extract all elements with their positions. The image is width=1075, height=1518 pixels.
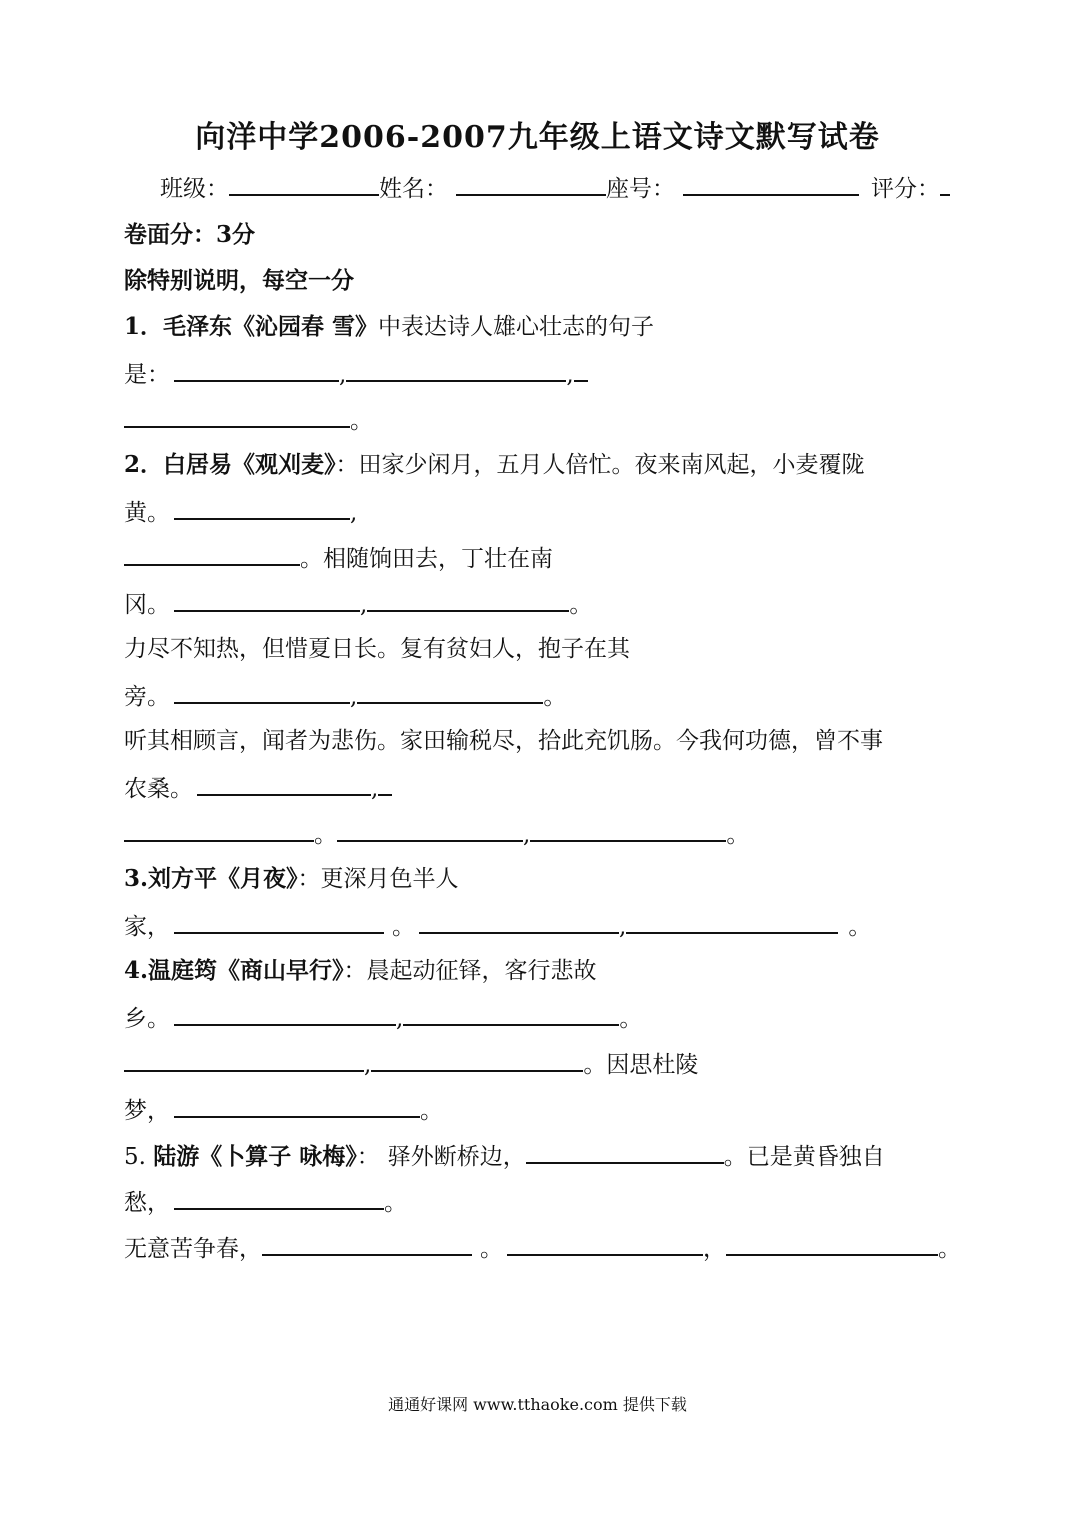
q2-blank-9[interactable] xyxy=(337,818,523,842)
q2-comma-2: , xyxy=(360,592,368,618)
q5-blank-5[interactable] xyxy=(726,1232,938,1256)
q5-blank-2[interactable] xyxy=(174,1186,384,1210)
q5-colon: ： xyxy=(356,1144,380,1170)
q4-blank-4[interactable] xyxy=(371,1048,583,1072)
q2-blank-2[interactable] xyxy=(124,542,300,566)
exam-title: 向洋中学2006-2007九年级上语文诗文默写试卷 xyxy=(195,120,880,155)
q2-l8: 农桑。 xyxy=(124,776,193,802)
class-label: 班级： xyxy=(160,176,229,202)
q3-comma: , xyxy=(619,914,627,940)
q2-blank-8[interactable] xyxy=(124,818,314,842)
q4-head: 4.温庭筠《商山早行》 xyxy=(124,957,344,984)
name-blank[interactable] xyxy=(456,172,606,196)
q3-head: 3.刘方平《月夜》 xyxy=(124,865,298,892)
q3-line2 xyxy=(124,910,871,942)
q5-period-2: 。 xyxy=(480,1236,503,1262)
q1-blank-3[interactable] xyxy=(124,404,350,428)
q3-line1 xyxy=(124,864,459,894)
q5-text: 驿外断桥边， xyxy=(387,1144,526,1170)
q4-blank-5[interactable] xyxy=(174,1094,420,1118)
q5-text2: 。已是黄昏独自 xyxy=(723,1144,885,1170)
q5-number: 5. xyxy=(124,1144,154,1170)
q3-blank-1[interactable] xyxy=(174,910,384,934)
score-label: 评分： xyxy=(871,176,940,202)
q4-comma-1: , xyxy=(396,1006,404,1032)
q4-blank-1[interactable] xyxy=(174,1002,396,1026)
class-blank[interactable] xyxy=(229,172,379,196)
q5-period-3: 。 xyxy=(938,1236,961,1262)
q4-period-2: 。 xyxy=(420,1098,443,1124)
q1-blank-1[interactable] xyxy=(174,358,339,382)
q5-l3: 无意苦争春， xyxy=(124,1236,262,1262)
q5-line1 xyxy=(124,1140,885,1172)
q5-blank-1[interactable] xyxy=(526,1140,724,1164)
q2-blank-3[interactable] xyxy=(174,588,360,612)
q4-line4 xyxy=(124,1094,443,1126)
q3-colon: ： xyxy=(297,866,321,892)
q1-line1 xyxy=(124,312,654,342)
q3-text: 更深月色半人 xyxy=(320,866,459,892)
footer-credit: 通通好课网 www.tthaoke.com 提供下载 xyxy=(388,1395,687,1414)
q1-line2 xyxy=(124,358,588,390)
q4-colon: ： xyxy=(343,958,367,984)
q2-blank-4[interactable] xyxy=(367,588,569,612)
q5-line2 xyxy=(124,1186,407,1218)
q5-comma: ， xyxy=(703,1236,726,1262)
q2-line2 xyxy=(124,496,357,528)
q4-line2 xyxy=(124,1002,642,1034)
q2-line7: 听其相顾言，闻者为悲伤。家田输税尽，拾此充饥肠。今我何功德，曾不事 xyxy=(124,728,883,754)
q2-text1: 田家少闲月，五月人倍忙。夜来南风起，小麦覆陇 xyxy=(358,452,865,478)
score-blank[interactable] xyxy=(940,172,950,196)
q1-line3 xyxy=(124,404,373,436)
q1-number: 1． xyxy=(124,313,164,340)
q2-line4 xyxy=(124,588,592,620)
q2-blank-10[interactable] xyxy=(530,818,726,842)
q1-comma-2: , xyxy=(566,362,574,388)
q2-comma-4: , xyxy=(371,776,379,802)
q2-blank-1[interactable] xyxy=(174,496,350,520)
q5-l2: 愁， xyxy=(124,1190,170,1216)
q4-line3 xyxy=(124,1048,698,1080)
q5-line3 xyxy=(124,1232,961,1264)
q3-blank-3[interactable] xyxy=(626,910,838,934)
q3-period-1: 。 xyxy=(392,914,415,940)
q2-line9 xyxy=(124,818,749,850)
q2-period-1: 。 xyxy=(569,592,593,618)
q1-prefix: 是： xyxy=(124,362,170,388)
q2-period-2: 。 xyxy=(543,684,567,710)
q4-comma-2: , xyxy=(364,1052,372,1078)
q1-comma: , xyxy=(339,362,347,388)
q4-l4: 梦， xyxy=(124,1098,170,1124)
q4-line1 xyxy=(124,956,597,986)
q4-period-1: 。 xyxy=(619,1006,643,1032)
q4-l2: 乡。 xyxy=(124,1006,170,1032)
student-info-row xyxy=(160,172,950,204)
q5-head: 陆游《卜算子 咏梅》 xyxy=(153,1143,357,1170)
q2-comma-3: , xyxy=(350,684,358,710)
q2-period-4: 。 xyxy=(726,822,750,848)
q2-comma-1: , xyxy=(350,500,358,526)
q5-blank-4[interactable] xyxy=(507,1232,703,1256)
q2-line3 xyxy=(124,542,553,574)
q2-l3-end: 。相随饷田去，丁壮在南 xyxy=(300,546,553,572)
q2-comma-5: , xyxy=(523,822,531,848)
q4-text: 晨起动征铎，客行悲故 xyxy=(366,958,597,984)
q3-blank-2[interactable] xyxy=(419,910,619,934)
q2-head: 白居易《观刈麦》 xyxy=(163,451,336,478)
q2-number: 2． xyxy=(124,451,164,478)
neatness-note: 卷面分：3分 xyxy=(124,221,256,248)
q2-line8 xyxy=(124,772,392,804)
q5-blank-3[interactable] xyxy=(262,1232,472,1256)
q2-colon: ： xyxy=(335,452,359,478)
q4-blank-2[interactable] xyxy=(403,1002,619,1026)
q2-l2: 黄。 xyxy=(124,500,170,526)
q1-blank-2[interactable] xyxy=(346,358,566,382)
q2-line5: 力尽不知热，但惜夏日长。复有贫妇人，抱子在其 xyxy=(124,636,630,662)
q2-line1 xyxy=(124,450,865,480)
seat-blank[interactable] xyxy=(683,172,859,196)
q1-text: 中表达诗人雄心壮志的句子 xyxy=(378,314,655,340)
q2-l4: 冈。 xyxy=(124,592,170,618)
seat-label: 座号： xyxy=(606,176,675,202)
q4-l3-end: 。因思杜陵 xyxy=(583,1052,699,1078)
q3-period-2: 。 xyxy=(848,914,872,940)
q2-blank-6[interactable] xyxy=(357,680,543,704)
q1-end: 。 xyxy=(350,408,373,434)
q1-head: 毛泽东《沁园春 雪》 xyxy=(163,313,379,340)
instruction-note: 除特别说明，每空一分 xyxy=(124,267,354,294)
q4-blank-3[interactable] xyxy=(124,1048,364,1072)
name-label: 姓名： xyxy=(379,176,448,202)
q2-line6 xyxy=(124,680,566,712)
q3-l2: 家， xyxy=(124,914,170,940)
q2-l6: 旁。 xyxy=(124,684,170,710)
q2-period-3: 。 xyxy=(314,822,337,848)
q2-blank-7[interactable] xyxy=(197,772,371,796)
q5-period-1: 。 xyxy=(384,1190,407,1216)
q2-blank-5[interactable] xyxy=(174,680,350,704)
